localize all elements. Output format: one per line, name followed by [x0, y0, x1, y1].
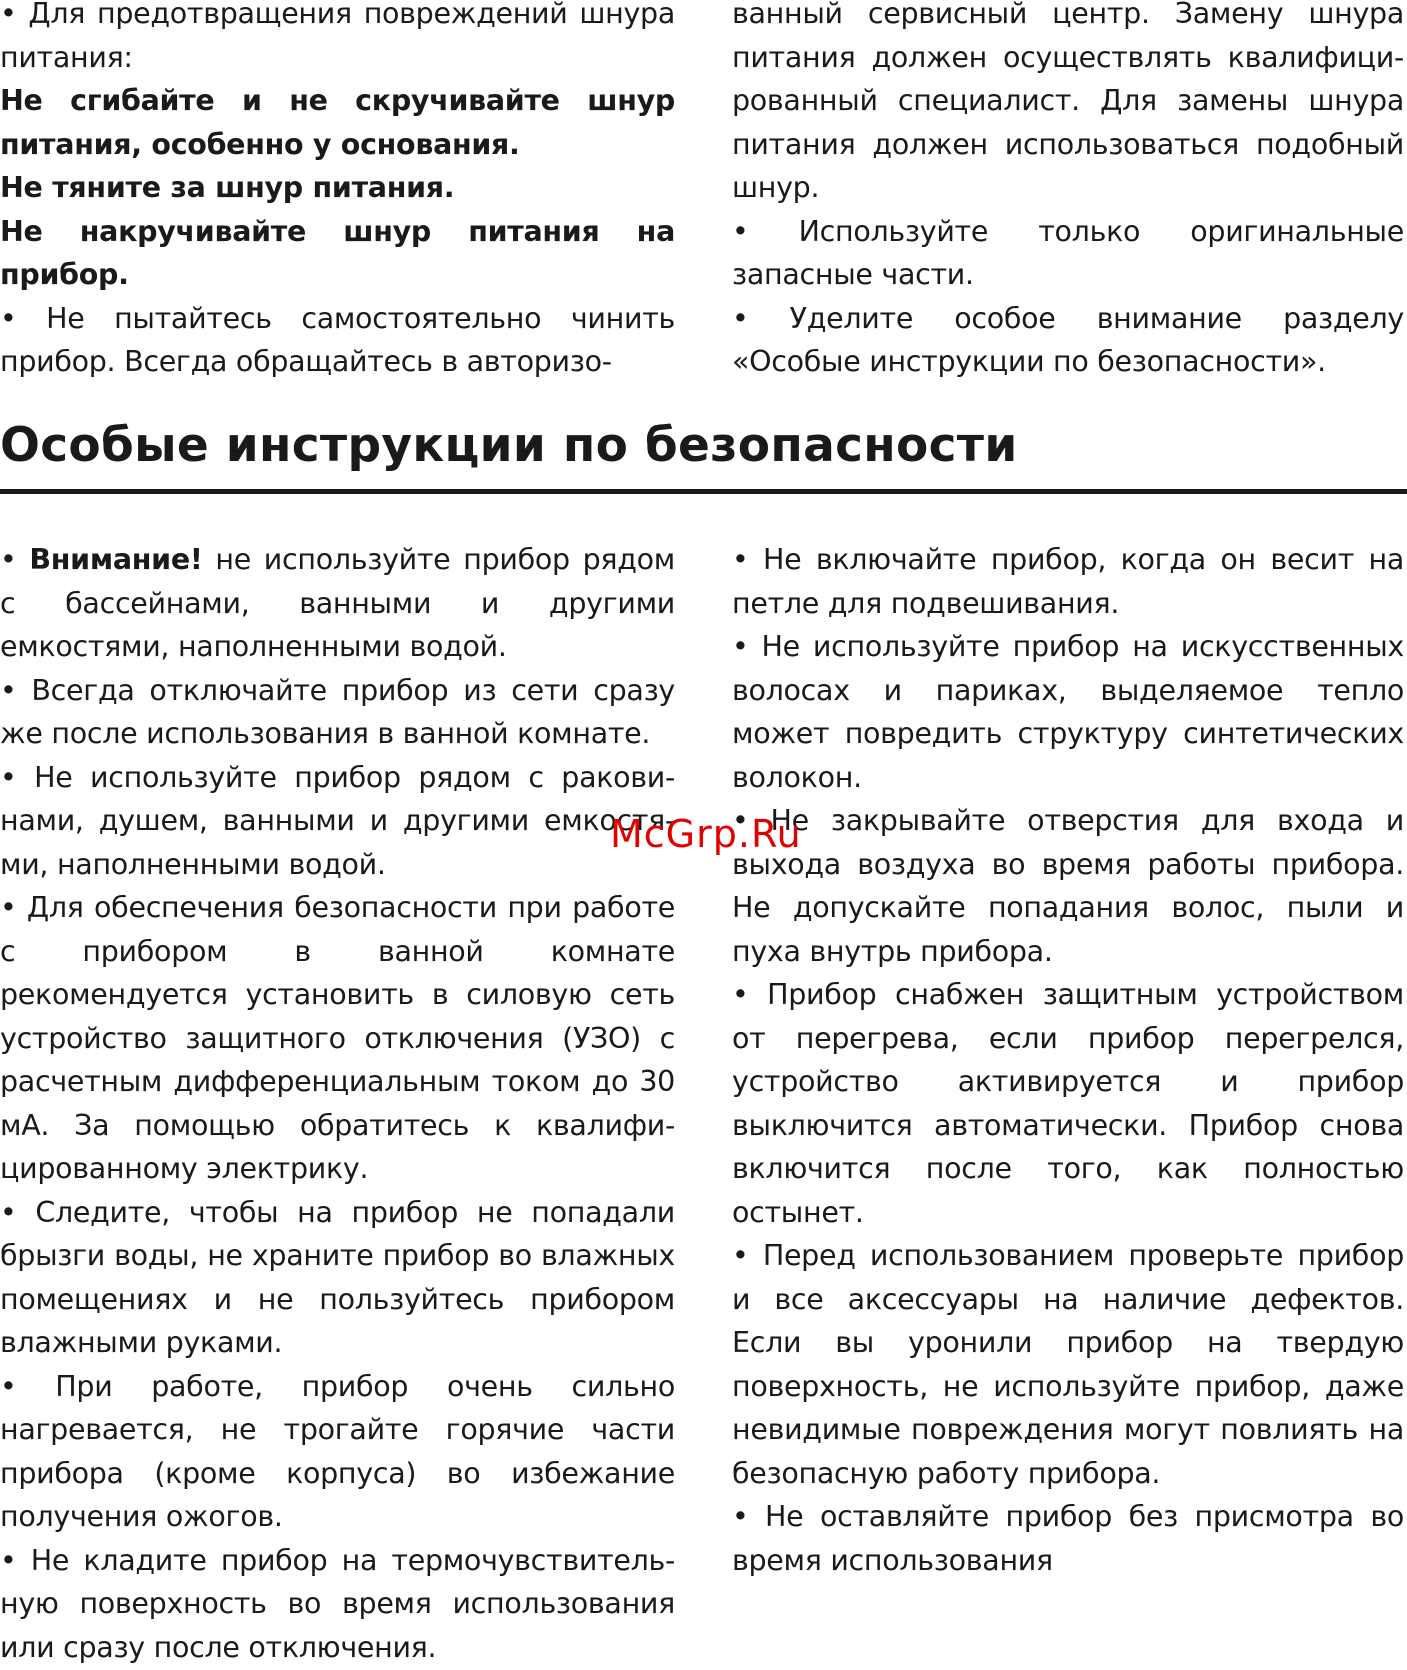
- paragraph-no-self-repair: • Не пытайтесь самостоятельно чинить прибор. Всегда обращайтесь в авторизо-: [0, 301, 675, 378]
- warning-do-not-bend-cord: Не сгибайте и не скручивайте шнур питания, особенно у основания.: [0, 84, 675, 161]
- paragraph-cord-protection: • Для предотвращения повреждений шнура питания:: [0, 0, 675, 74]
- paragraph-service-center: ванный сервисный центр. Замену шнура питания должен осуществлять квалифици-рованный специалист. Для замены шнура питания должен использоваться подобный шнур.: [732, 0, 1404, 204]
- warning-do-not-pull-cord: Не тяните за шнур питания.: [0, 171, 455, 204]
- safety-item: [0, 538, 675, 669]
- paragraph-special-attention: • Уделите особое внимание разделу «Особые инструкции по безопасности».: [732, 301, 1404, 378]
- warning-do-not-wind-cord: Не накручивайте шнур питания на прибор.: [0, 214, 675, 291]
- safety-item: • Прибор снабжен защитным устройством от перегрева, если прибор перегрелся, устройство активируется и прибор выключится автоматически. Прибор снова включится после того, как полностью остынет.: [732, 978, 1404, 1229]
- watermark-logo: McGrp.Ru: [610, 812, 802, 856]
- attention-label: Внимание!: [29, 543, 203, 576]
- top-section: [0, 0, 1407, 384]
- safety-left-column: [0, 538, 675, 1669]
- safety-item: • Не включайте прибор, когда он весит на петле для подвешивания.: [732, 543, 1404, 620]
- paragraph-original-parts: • Используйте только оригинальные запасные части.: [732, 214, 1404, 291]
- safety-item: • Всегда отключайте прибор из сети сразу же после использования в ванной комнате.: [0, 673, 675, 750]
- safety-item: • Не оставляйте прибор без присмотра во время использования: [732, 1500, 1404, 1577]
- safety-item: • Не кладите прибор на термочувствитель-ную поверхность во время использования или сразу после отключения.: [0, 1543, 675, 1664]
- heading-divider: [0, 489, 1407, 494]
- safety-item: • При работе, прибор очень сильно нагревается, не трогайте горячие части прибора (кроме корпуса) во избежание получения ожогов.: [0, 1369, 675, 1533]
- top-left-column: [0, 0, 675, 384]
- section-heading: Особые инструкции по безопасности: [0, 418, 1018, 473]
- safety-item: • Не закрывайте отверстия для входа и выхода воздуха во время работы прибора. Не допускайте попадания волос, пыли и пуха внутрь прибора.: [732, 804, 1404, 968]
- top-right-column: [732, 0, 1404, 384]
- safety-item: • Не используйте прибор рядом с ракови-нами, душем, ванными и другими емкостя-ми, наполненными водой.: [0, 760, 675, 881]
- bullet: •: [0, 543, 30, 576]
- safety-item: • Перед использованием проверьте прибор и все аксессуары на наличие дефектов. Если вы уронили прибор на твердую поверхность, не используйте прибор, даже невидимые повреждения могут повлиять на безопасную работу прибора.: [732, 1239, 1404, 1490]
- safety-item-text: не используйте прибор рядом с бассейнами, ванными и другими емкостями, наполненными водой.: [0, 543, 675, 663]
- safety-section: [0, 538, 1407, 1669]
- safety-right-column: [732, 538, 1404, 1669]
- safety-item: • Для обеспечения безопасности при работе с прибором в ванной комнате рекомендуется установить в силовую сеть устройство защитного отключения (УЗО) с расчетным дифференциальным током до 30 мА. За помощью обратитесь к квалифи-цированному электрику.: [0, 891, 675, 1185]
- safety-item: • Следите, чтобы на прибор не попадали брызги воды, не храните прибор во влажных помещениях и не пользуйтесь прибором влажными руками.: [0, 1195, 675, 1359]
- safety-item: • Не используйте прибор на искусственных волосах и париках, выделяемое тепло может повредить структуру синтетических волокон.: [732, 630, 1404, 794]
